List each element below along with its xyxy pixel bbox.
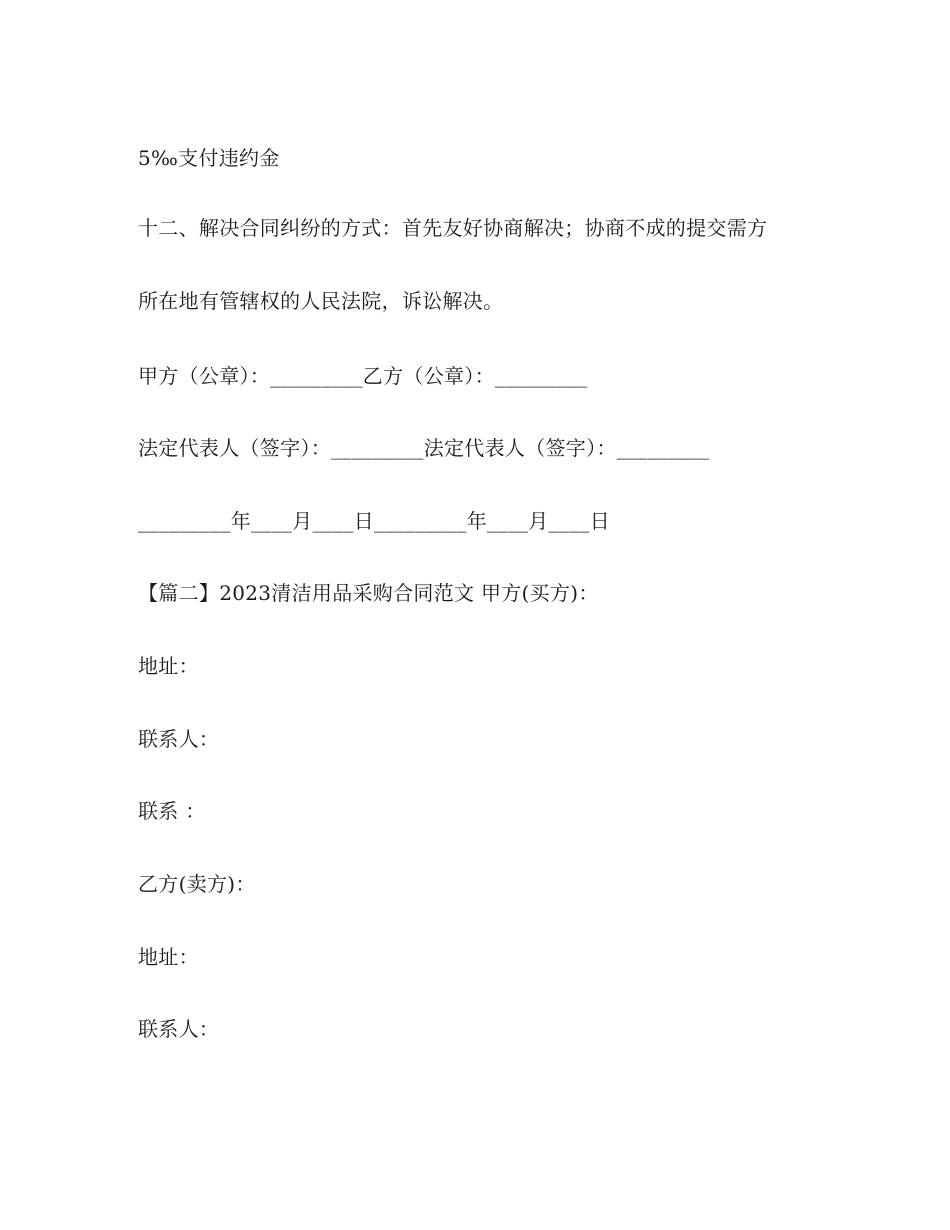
text-line-date: _________年____月____日_________年____月____日 [138, 509, 610, 533]
text-line-penalty: 5‰支付违约金 [138, 146, 280, 170]
text-line-signature: 法定代表人（签字）：_________法定代表人（签字）：_________ [138, 436, 710, 460]
text-line-buyer-contact-person: 联系人： [138, 727, 220, 751]
text-line-seal: 甲方（公章）：_________乙方（公章）：_________ [138, 364, 588, 388]
text-line-buyer-contact: 联系 ： [138, 799, 206, 823]
text-line-dispute-clause-cont: 所在地有管辖权的人民法院，诉讼解决。 [138, 289, 504, 313]
text-line-dispute-clause: 十二、解决合同纠纷的方式：首先友好协商解决；协商不成的提交需方 [138, 216, 768, 240]
text-line-section-heading: 【篇二】2023清洁用品采购合同范文 甲方(买方)： [138, 581, 599, 605]
text-line-seller-contact-person: 联系人： [138, 1017, 220, 1041]
text-line-seller: 乙方(卖方)： [138, 872, 256, 896]
text-line-buyer-address: 地址： [138, 654, 199, 678]
text-line-seller-address: 地址： [138, 945, 199, 969]
